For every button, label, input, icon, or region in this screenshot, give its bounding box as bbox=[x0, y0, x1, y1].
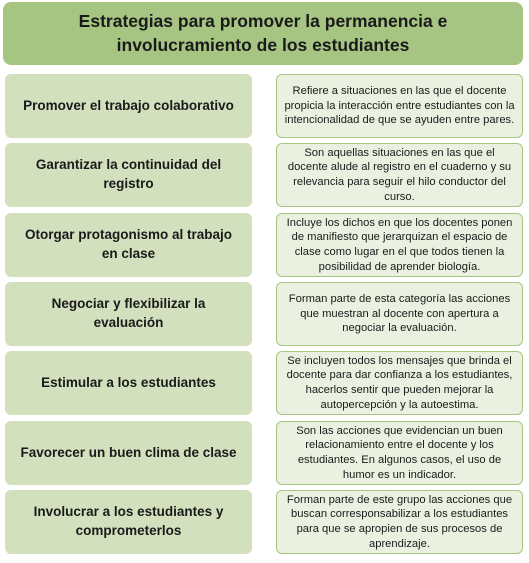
strategy-row bbox=[0, 282, 529, 346]
diagram-title: Estrategias para promover la permanencia e involucramiento de los estudiantes bbox=[3, 2, 523, 65]
strategy-box: Negociar y flexibilizar la evaluación bbox=[5, 282, 252, 346]
strategy-row bbox=[0, 74, 529, 138]
strategy-box: Involucrar a los estudiantes y comprometerlos bbox=[5, 490, 252, 554]
strategy-box: Otorgar protagonismo al trabajo en clase bbox=[5, 213, 252, 277]
description-box: Son las acciones que evidencian un buen relacionamiento entre el docente y los estudiantes. En algunos casos, el uso de humor es un indicador. bbox=[276, 421, 523, 485]
strategy-box: Promover el trabajo colaborativo bbox=[5, 74, 252, 138]
strategy-row bbox=[0, 351, 529, 415]
description-box: Incluye los dichos en que los docentes ponen de manifiesto que jerarquizan el espacio de clase como lugar en el que todos tienen la posibilidad de aprender biología. bbox=[276, 213, 523, 277]
strategy-row bbox=[0, 490, 529, 554]
strategy-row bbox=[0, 213, 529, 277]
strategy-box: Estimular a los estudiantes bbox=[5, 351, 252, 415]
description-box: Se incluyen todos los mensajes que brinda el docente para dar confianza a los estudiantes, hacerlos sentir que pueden mejorar la autopercepción y la autoestima. bbox=[276, 351, 523, 415]
description-box: Forman parte de este grupo las acciones que buscan corresponsabilizar a los estudiantes para que se apropien de sus procesos de aprendizaje. bbox=[276, 490, 523, 554]
description-box: Forman parte de esta categoría las acciones que muestran al docente con apertura a negociar la evaluación. bbox=[276, 282, 523, 346]
strategy-box: Favorecer un buen clima de clase bbox=[5, 421, 252, 485]
strategy-row bbox=[0, 143, 529, 207]
strategy-row bbox=[0, 421, 529, 485]
strategy-box: Garantizar la continuidad del registro bbox=[5, 143, 252, 207]
description-box: Refiere a situaciones en las que el docente propicia la interacción entre estudiantes con la intencionalidad de que se ayuden entre pares. bbox=[276, 74, 523, 138]
description-box: Son aquellas situaciones en las que el docente alude al registro en el cuaderno y su relevancia para seguir el hilo conductor del curso. bbox=[276, 143, 523, 207]
